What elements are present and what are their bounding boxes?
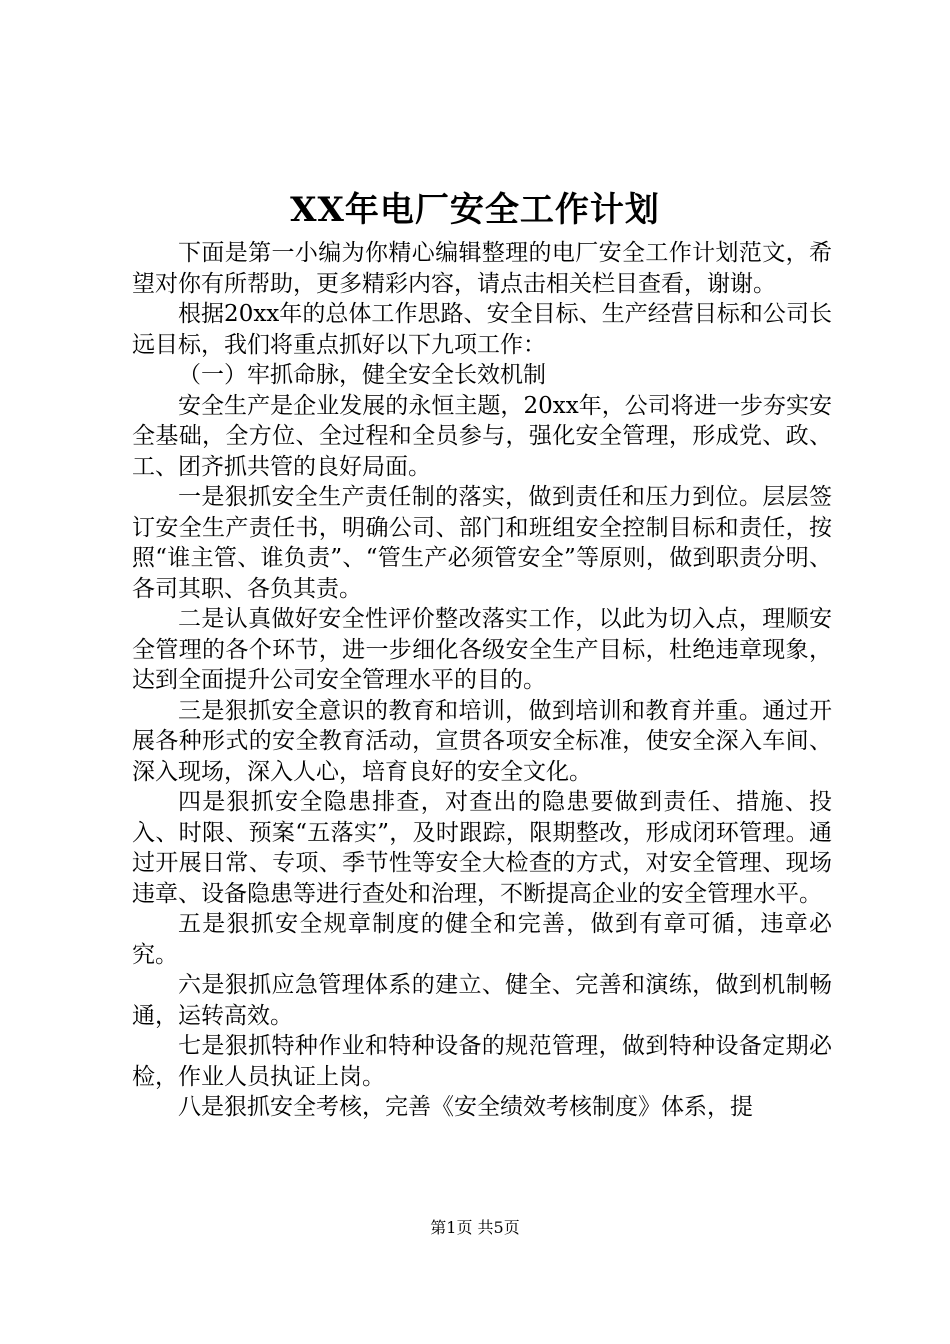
document-body <box>132 238 832 1123</box>
section-heading-1: （一）牢抓命脉，健全安全长效机制 <box>178 362 546 388</box>
paragraph-item-6: 六是狠抓应急管理体系的建立、健全、完善和演练，做到机制畅通，运转高效。 <box>132 972 832 1029</box>
paragraph-item-7: 七是狠抓特种作业和特种设备的规范管理，做到特种设备定期必检，作业人员执证上岗。 <box>132 1033 832 1090</box>
page-footer: 第1页 共5页 <box>430 1218 520 1237</box>
paragraph-item-3: 三是狠抓安全意识的教育和培训，做到培训和教育并重。通过开展各种形式的安全教育活动，宣贯各项安全标准，使安全深入车间、深入现场，深入人心，培育良好的安全文化。 <box>132 697 832 785</box>
paragraph-overview: 根据20xx年的总体工作思路、安全目标、生产经营目标和公司长远目标，我们将重点抓好以下九项工作： <box>132 301 832 358</box>
paragraph-item-8: 八是狠抓安全考核，完善《安全绩效考核制度》体系，提 <box>178 1094 753 1120</box>
paragraph-item-4: 四是狠抓安全隐患排查，对查出的隐患要做到责任、措施、投入、时限、预案“五落实”，及时跟踪，限期整改，形成闭环管理。通过开展日常、专项、季节性等安全大检查的方式，对安全管理、现场违章、设备隐患等进行查处和治理，不断提高企业的安全管理水平。 <box>132 789 832 907</box>
paragraph-item-5: 五是狠抓安全规章制度的健全和完善，做到有章可循，违章必究。 <box>132 911 832 968</box>
paragraph-safety-theme: 安全生产是企业发展的永恒主题，20xx年，公司将进一步夯实安全基础，全方位、全过程和全员参与，强化安全管理，形成党、政、工、团齐抓共管的良好局面。 <box>132 392 832 480</box>
paragraph-intro: 下面是第一小编为你精心编辑整理的电厂安全工作计划范文，希望对你有所帮助，更多精彩内容，请点击相关栏目查看，谢谢。 <box>132 240 832 297</box>
paragraph-item-1: 一是狠抓安全生产责任制的落实，做到责任和压力到位。层层签订安全生产责任书，明确公司、部门和班组安全控制目标和责任，按照“谁主管、谁负责”、“管生产必须管安全”等原则，做到职责分明、各司其职、各负其责。 <box>132 484 832 602</box>
paragraph-item-2: 二是认真做好安全性评价整改落实工作，以此为切入点，理顺安全管理的各个环节，进一步细化各级安全生产目标，杜绝违章现象，达到全面提升公司安全管理水平的目的。 <box>132 606 832 693</box>
document-title: XX年电厂安全工作计划 <box>290 190 660 230</box>
